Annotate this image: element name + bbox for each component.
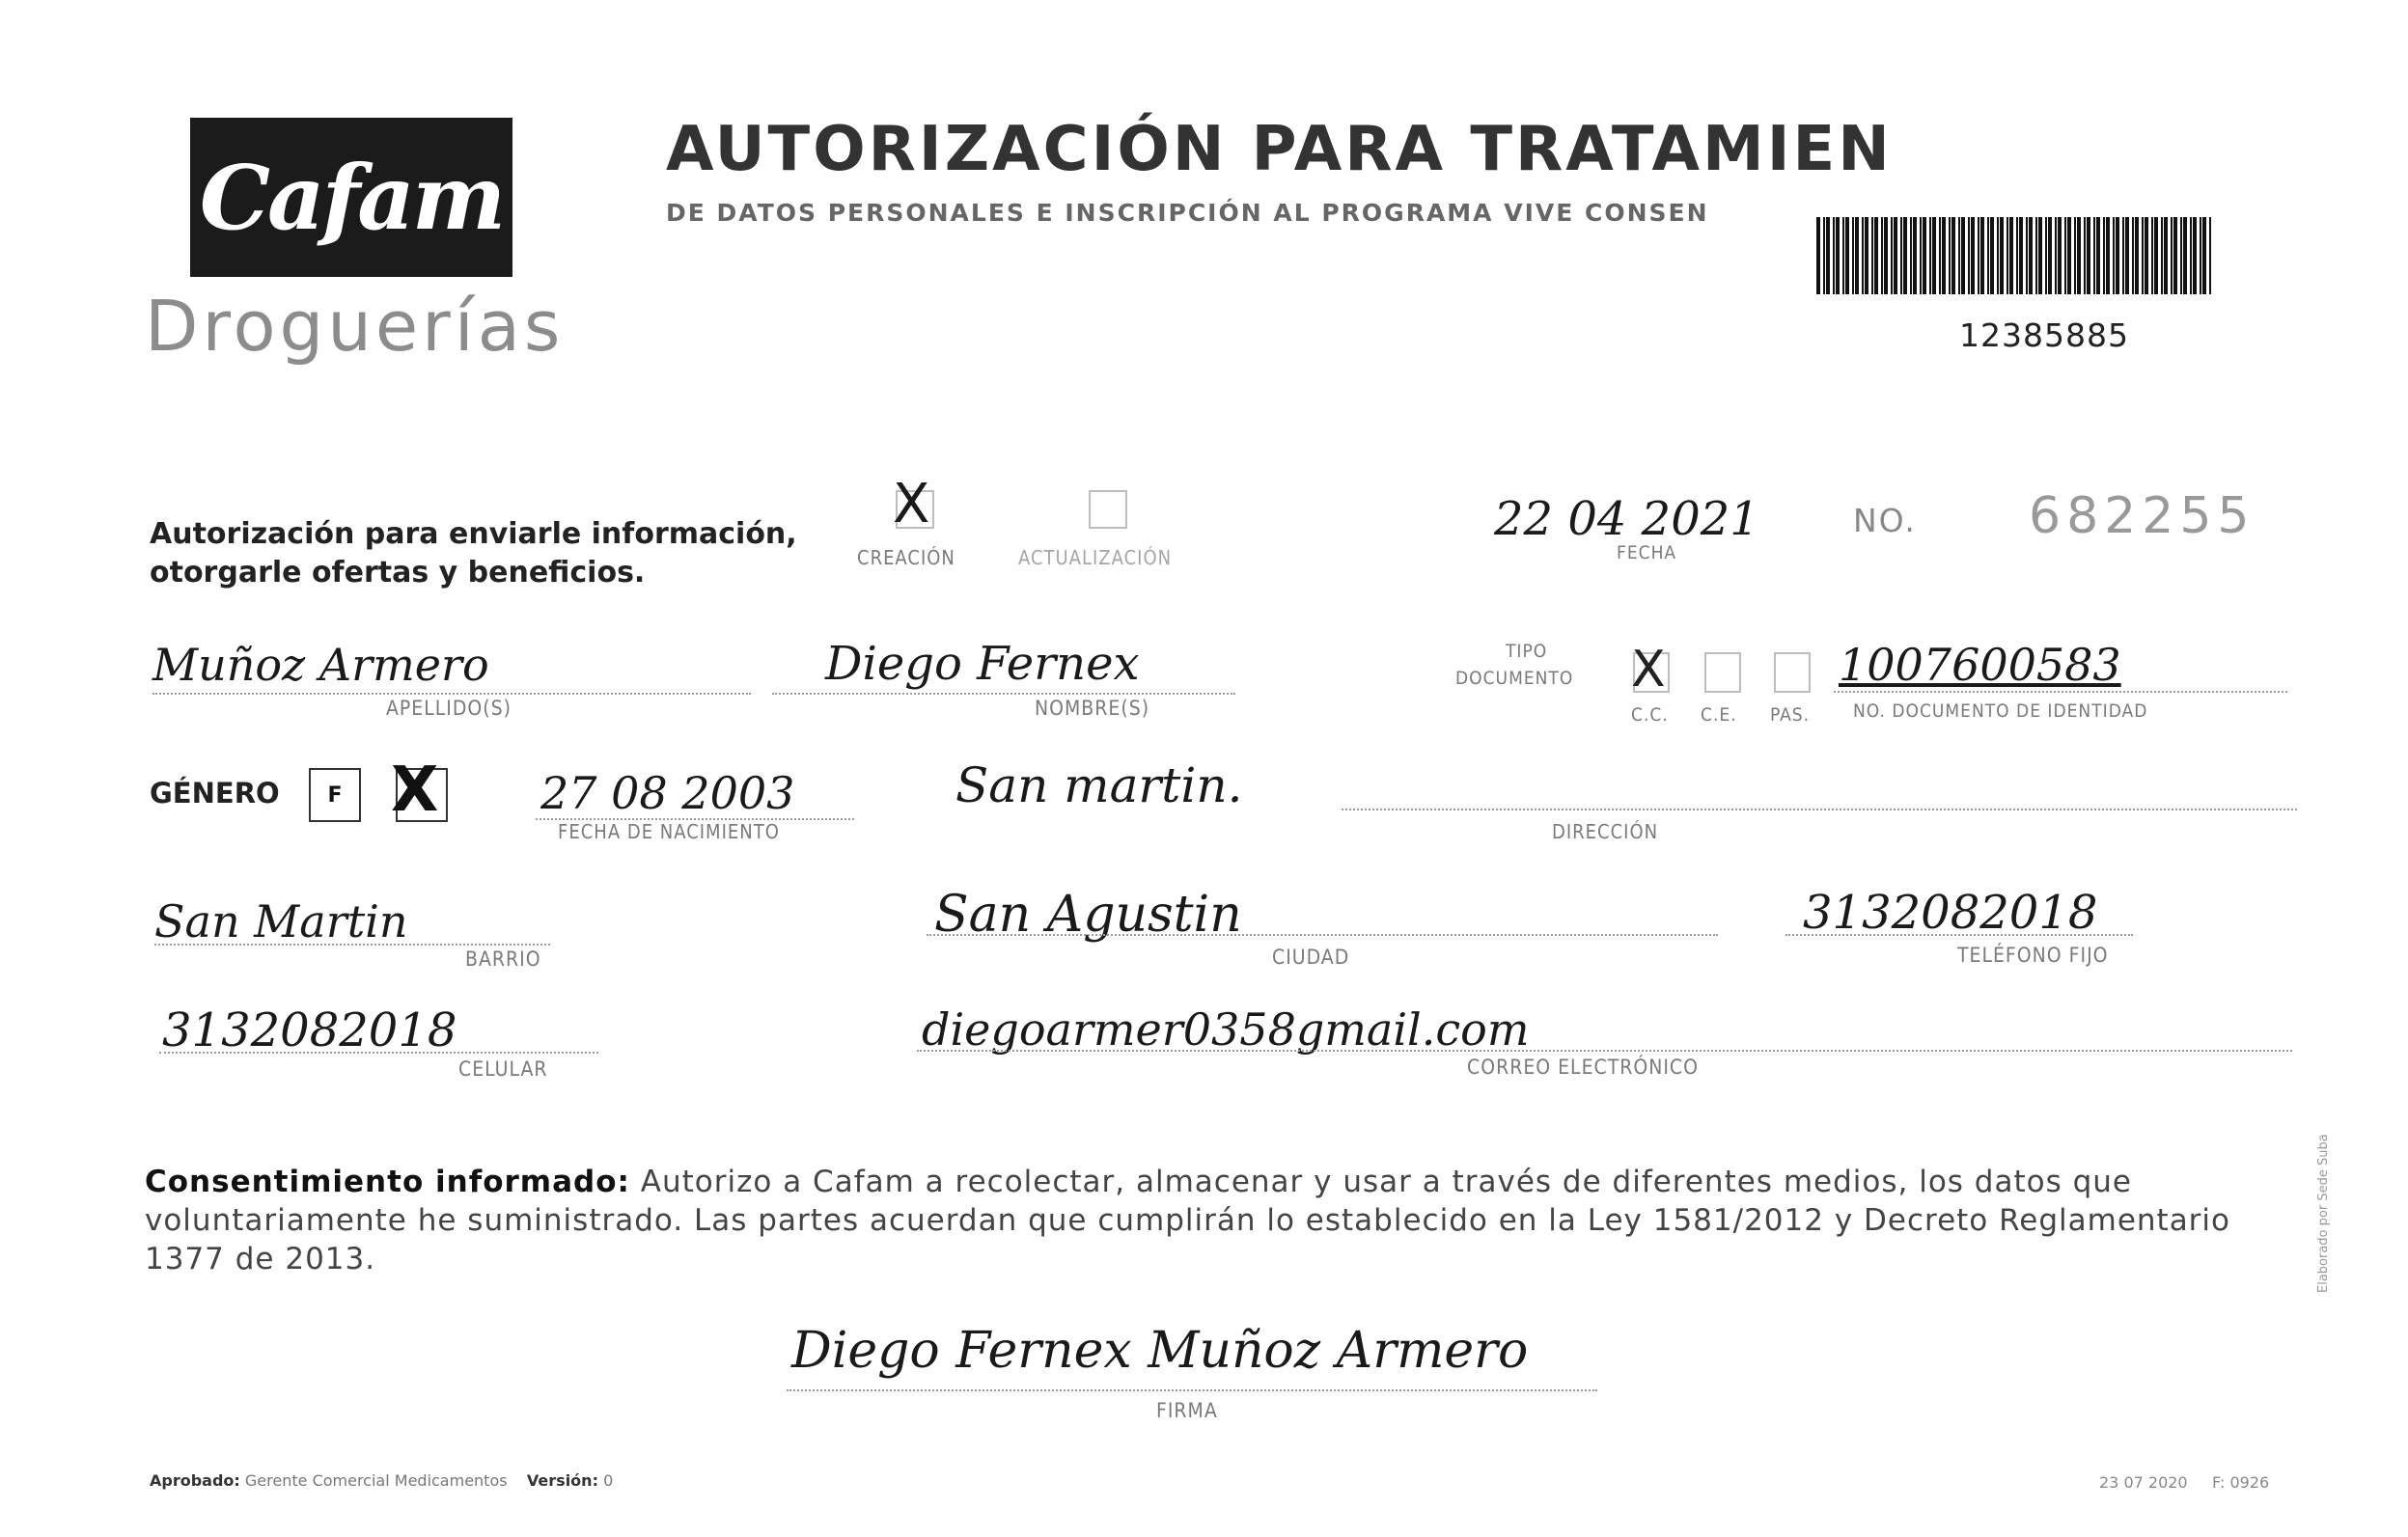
barcode-bar	[1913, 217, 1917, 294]
barcode-bar	[2132, 217, 2134, 294]
authorization-text	[150, 515, 797, 592]
consent-paragraph	[145, 1163, 2283, 1278]
direccion-value[interactable]: San martin.	[955, 757, 1243, 813]
footer-codes	[2099, 1473, 2269, 1492]
version-value: 0	[603, 1471, 614, 1490]
signature-value[interactable]: Diego Fernex Muñoz Armero	[791, 1322, 1529, 1380]
barcode-bar	[1910, 217, 1912, 294]
barcode	[1816, 217, 2212, 294]
aprobado-value: Gerente Comercial Medicamentos	[244, 1471, 508, 1490]
apellidos-value[interactable]: Muñoz Armero	[152, 639, 489, 691]
form-subtitle: DE DATOS PERSONALES E INSCRIPCIÓN AL PROGRAMA VIVE CONSEN	[666, 199, 1709, 227]
barcode-bar	[2087, 217, 2090, 294]
barcode-bar	[2029, 217, 2033, 294]
barcode-bar	[1949, 217, 1951, 294]
apellidos-line	[152, 693, 751, 695]
barcode-bar	[2016, 217, 2018, 294]
barcode-bar	[2209, 217, 2211, 294]
barcode-bar	[1823, 217, 1825, 294]
barcode-bar	[2084, 217, 2086, 294]
authorization-text-line1: Autorización para enviarle información,	[150, 517, 797, 551]
barcode-bar	[1990, 217, 1994, 294]
brand-subtitle: Droguerías	[145, 286, 565, 367]
genero-f-label: F	[327, 782, 343, 808]
barcode-bar	[1961, 217, 1965, 294]
genero-label: GÉNERO	[150, 777, 280, 810]
barcode-bar	[1855, 217, 1859, 294]
barcode-bar	[1987, 217, 1989, 294]
barcode-bar	[2200, 217, 2201, 294]
barcode-bar	[2067, 217, 2071, 294]
celular-label: CELULAR	[458, 1057, 548, 1081]
direccion-line	[1342, 809, 2297, 810]
barcode-bar	[1980, 217, 1984, 294]
tipo-documento-label-2: DOCUMENTO	[1455, 668, 1574, 689]
ciudad-value[interactable]: San Agustin	[934, 886, 1242, 944]
authorization-text-line2: otorgarle ofertas y beneficios.	[150, 556, 646, 590]
correo-value[interactable]: diegoarmer0358gmail.com	[922, 1003, 1530, 1056]
barcode-bar	[1900, 217, 1902, 294]
barcode-bar	[2077, 217, 2081, 294]
barcode-bar	[2154, 217, 2158, 294]
logo-text: Cafam	[199, 145, 504, 250]
direccion-label: DIRECCIÓN	[1552, 820, 1659, 843]
barcode-bar	[2058, 217, 2062, 294]
barcode-bar	[2171, 217, 2173, 294]
barcode-bar	[2122, 217, 2124, 294]
barcode-bar	[2048, 217, 2052, 294]
barcode-bar	[2000, 217, 2004, 294]
cc-label: C.C.	[1631, 704, 1669, 726]
aprobado-label: Aprobado:	[150, 1471, 240, 1490]
barcode-bar	[2142, 217, 2144, 294]
barcode-bar	[2116, 217, 2119, 294]
creacion-mark: X	[893, 473, 930, 535]
barcode-bar	[2096, 217, 2100, 294]
barcode-bar	[1978, 217, 1979, 294]
footer-approval	[150, 1471, 613, 1490]
nombre-label: NOMBRE(S)	[1035, 697, 1150, 720]
actualizacion-checkbox[interactable]	[1089, 490, 1127, 529]
cc-mark: X	[1631, 641, 1666, 699]
barcode-bar	[1903, 217, 1907, 294]
barcode-bar	[1816, 217, 1820, 294]
barcode-bar	[1833, 217, 1835, 294]
nombre-value[interactable]: Diego Fernex	[825, 637, 1140, 691]
barcode-bar	[1871, 217, 1873, 294]
barcode-bar	[2145, 217, 2148, 294]
actualizacion-label: ACTUALIZACIÓN	[1018, 546, 1173, 569]
celular-value[interactable]: 3132082018	[162, 1003, 457, 1057]
barcode-bar	[1874, 217, 1878, 294]
barcode-bar	[2125, 217, 2129, 294]
barcode-bar	[2045, 217, 2047, 294]
barcode-bar	[2161, 217, 2163, 294]
barcode-bar	[2009, 217, 2013, 294]
barcode-bar	[1884, 217, 1888, 294]
barcode-bar	[1923, 217, 1926, 294]
documento-line	[1834, 691, 2287, 693]
barcode-bar	[1826, 217, 1830, 294]
barcode-bar	[2151, 217, 2153, 294]
barcode-bar	[1997, 217, 1999, 294]
barcode-bar	[2035, 217, 2037, 294]
form-title: AUTORIZACIÓN PARA TRATAMIEN	[666, 114, 1893, 185]
barcode-bar	[2093, 217, 2095, 294]
correo-line	[917, 1050, 2292, 1052]
barcode-bar	[2103, 217, 2105, 294]
barcode-bar	[1942, 217, 1946, 294]
genero-m-mark: X	[391, 755, 439, 826]
barrio-line	[154, 944, 550, 946]
barcode-bar	[1968, 217, 1970, 294]
documento-value[interactable]: 1007600583	[1839, 639, 2121, 691]
no-value: 682255	[2029, 487, 2256, 545]
celular-line	[159, 1052, 598, 1054]
documento-label: NO. DOCUMENTO DE IDENTIDAD	[1853, 700, 2148, 722]
barcode-bar	[2183, 217, 2187, 294]
barcode-bar	[1845, 217, 1849, 294]
barcode-bar	[2064, 217, 2066, 294]
apellidos-label: APELLIDO(S)	[386, 697, 512, 720]
nacimiento-value[interactable]: 27 08 2003	[540, 767, 795, 819]
fecha-value[interactable]: 22 04 2021	[1494, 492, 1759, 546]
nacimiento-label: FECHA DE NACIMIENTO	[558, 820, 780, 843]
barcode-bar	[1929, 217, 1931, 294]
barcode-bar	[1836, 217, 1840, 294]
barcode-number: 12385885	[1959, 316, 2129, 354]
barcode-bar	[1891, 217, 1893, 294]
correo-label: CORREO ELECTRÓNICO	[1467, 1056, 1699, 1079]
consent-body: Autorizo a Cafam a recolectar, almacenar y usar a través de diferentes medios, los datos que voluntariamente he suministrado. Las partes acuerdan que cumplirán lo establecido en la Ley 1581/2012 y Decreto Reglamentario 1377 de 2013.	[145, 1165, 2231, 1276]
barcode-bar	[1971, 217, 1975, 294]
barcode-bar	[2007, 217, 2008, 294]
barcode-bar	[1958, 217, 1960, 294]
footer-date-code: 23 07 2020	[2099, 1473, 2188, 1492]
ciudad-line	[927, 934, 1718, 936]
barrio-value[interactable]: San Martin	[154, 895, 408, 947]
signature-label: FIRMA	[1156, 1399, 1218, 1422]
telefono-value[interactable]: 3132082018	[1803, 886, 2098, 940]
barcode-bar	[2193, 217, 2197, 294]
ce-checkbox[interactable]	[1704, 652, 1741, 693]
ce-label: C.E.	[1701, 704, 1737, 726]
barcode-bar	[2173, 217, 2177, 294]
barcode-bar	[1865, 217, 1868, 294]
barcode-bar	[1862, 217, 1864, 294]
barcode-bar	[2113, 217, 2115, 294]
ciudad-label: CIUDAD	[1272, 946, 1350, 969]
barcode-bar	[2074, 217, 2076, 294]
telefono-label: TELÉFONO FIJO	[1957, 944, 2109, 967]
barcode-bar	[1951, 217, 1955, 294]
barcode-bar	[2180, 217, 2182, 294]
barcode-bar	[2038, 217, 2042, 294]
tipo-documento-label-1: TIPO	[1506, 641, 1548, 662]
cafam-logo	[190, 118, 512, 277]
side-vertical-text: Elaborado por Sede Suba	[2316, 1134, 2331, 1293]
barrio-label: BARRIO	[465, 947, 541, 971]
barcode-bar	[1852, 217, 1854, 294]
pas-checkbox[interactable]	[1774, 652, 1811, 693]
consent-heading: Consentimiento informado:	[145, 1165, 630, 1199]
barcode-bar	[1939, 217, 1941, 294]
barcode-bar	[2202, 217, 2206, 294]
no-label: NO.	[1853, 502, 1917, 539]
creacion-label: CREACIÓN	[857, 546, 955, 569]
barcode-bar	[2135, 217, 2139, 294]
pas-label: PAS.	[1770, 704, 1811, 726]
fecha-label: FECHA	[1617, 542, 1677, 563]
barcode-bar	[1881, 217, 1883, 294]
barcode-bar	[2055, 217, 2057, 294]
genero-f-checkbox[interactable]	[309, 768, 361, 822]
version-label: Versión:	[526, 1471, 598, 1490]
barcode-bar	[1842, 217, 1844, 294]
nombre-line	[772, 693, 1235, 695]
barcode-bar	[1920, 217, 1922, 294]
barcode-bar	[1894, 217, 1897, 294]
footer-form-code: F: 0926	[2212, 1473, 2270, 1492]
signature-line	[787, 1389, 1597, 1391]
telefono-line	[1785, 934, 2133, 936]
barcode-bar	[2164, 217, 2168, 294]
barcode-bar	[2026, 217, 2028, 294]
barcode-bar	[2190, 217, 2192, 294]
barcode-bar	[1932, 217, 1936, 294]
barcode-bar	[2019, 217, 2023, 294]
barcode-bar	[2106, 217, 2110, 294]
